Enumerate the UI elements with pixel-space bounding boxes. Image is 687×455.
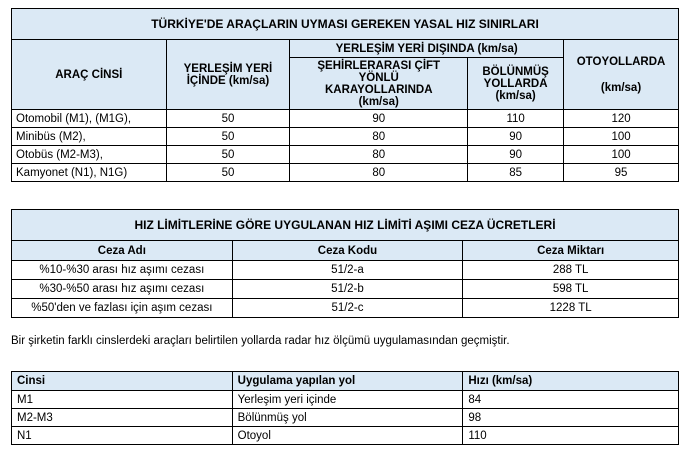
intercity-cell: 90 [290, 110, 468, 128]
vehicle-cell: Otomobil (M1), (M1G), [12, 110, 167, 128]
highway-cell: 120 [564, 110, 679, 128]
inside-cell: 50 [166, 164, 290, 182]
fine-name-cell: %10-%30 arası hız aşımı cezası [12, 261, 233, 280]
table-row [12, 146, 679, 164]
col-intercity-header: ŞEHİRLERARASI ÇİFT YÖNLÜ KARAYOLLARINDA (km/sa) [290, 58, 468, 110]
highway-cell: 95 [564, 164, 679, 182]
intercity-cell: 80 [290, 128, 468, 146]
fine-code-cell: 51/2-b [232, 280, 463, 299]
radar-table [11, 371, 679, 445]
description-paragraph: Bir şirketin farklı cinslerdeki araçları belirtilen yollarda radar hız ölçümü uygulamasından geçmiştir. [11, 335, 510, 347]
divided-cell: 90 [468, 128, 564, 146]
table-row [12, 409, 679, 427]
vehicle-cell: Minibüs (M2), [12, 128, 167, 146]
speed-table-title: TÜRKİYE'DE ARAÇLARIN UYMASI GEREKEN YASAL HIZ SINIRLARI [12, 9, 679, 40]
table-row [12, 299, 679, 318]
table-row [12, 128, 679, 146]
fine-table [11, 209, 679, 318]
col-highway-label: OTOYOLLARDA [576, 55, 666, 68]
type-cell: N1 [12, 427, 233, 445]
col-amount-header: Ceza Miktarı [463, 241, 679, 261]
speed-cell: 84 [463, 391, 679, 409]
col-code-header: Ceza Kodu [232, 241, 463, 261]
fine-table-title: HIZ LİMİTLERİNE GÖRE UYGULANAN HIZ LİMİTİ AŞIMI CEZA ÜCRETLERİ [12, 210, 679, 241]
table-row [12, 427, 679, 445]
table-row [12, 110, 679, 128]
speed-cell: 110 [463, 427, 679, 445]
inside-cell: 50 [166, 128, 290, 146]
fine-amount-cell: 598 TL [463, 280, 679, 299]
inside-cell: 50 [166, 110, 290, 128]
highway-cell: 100 [564, 146, 679, 164]
inside-cell: 50 [166, 146, 290, 164]
speed-cell: 98 [463, 409, 679, 427]
divided-cell: 110 [468, 110, 564, 128]
fine-name-cell: %50'den ve fazlası için aşım cezası [12, 299, 233, 318]
fine-name-cell: %30-%50 arası hız aşımı cezası [12, 280, 233, 299]
col-vehicle-header: ARAÇ CİNSİ [12, 40, 167, 110]
vehicle-cell: Otobüs (M2-M3), [12, 146, 167, 164]
col-highway-unit: (km/sa) [600, 81, 642, 94]
fine-amount-cell: 288 TL [463, 261, 679, 280]
table-row [12, 280, 679, 299]
col-name-header: Ceza Adı [12, 241, 233, 261]
divided-cell: 90 [468, 146, 564, 164]
fine-code-cell: 51/2-a [232, 261, 463, 280]
col-divided-header: BÖLÜNMÜŞ YOLLARDA (km/sa) [468, 58, 564, 110]
road-cell: Bölünmüş yol [232, 409, 463, 427]
table-row [12, 164, 679, 182]
road-cell: Yerleşim yeri içinde [232, 391, 463, 409]
vehicle-cell: Kamyonet (N1), N1G) [12, 164, 167, 182]
group-outside-header: YERLEŞİM YERİ DIŞINDA (km/sa) [290, 40, 564, 58]
highway-cell: 100 [564, 128, 679, 146]
fine-code-cell: 51/2-c [232, 299, 463, 318]
type-cell: M2-M3 [12, 409, 233, 427]
col-road-header: Uygulama yapılan yol [232, 372, 463, 391]
col-inside-header: YERLEŞİM YERİ İÇİNDE (km/sa) [166, 40, 290, 110]
col-highway-header [564, 40, 679, 110]
speed-limit-table [11, 8, 679, 182]
divided-cell: 85 [468, 164, 564, 182]
col-type-header: Cinsi [12, 372, 233, 391]
intercity-cell: 80 [290, 164, 468, 182]
type-cell: M1 [12, 391, 233, 409]
road-cell: Otoyol [232, 427, 463, 445]
fine-amount-cell: 1228 TL [463, 299, 679, 318]
col-speed-header: Hızı (km/sa) [463, 372, 679, 391]
table-row [12, 391, 679, 409]
intercity-cell: 80 [290, 146, 468, 164]
table-row [12, 261, 679, 280]
